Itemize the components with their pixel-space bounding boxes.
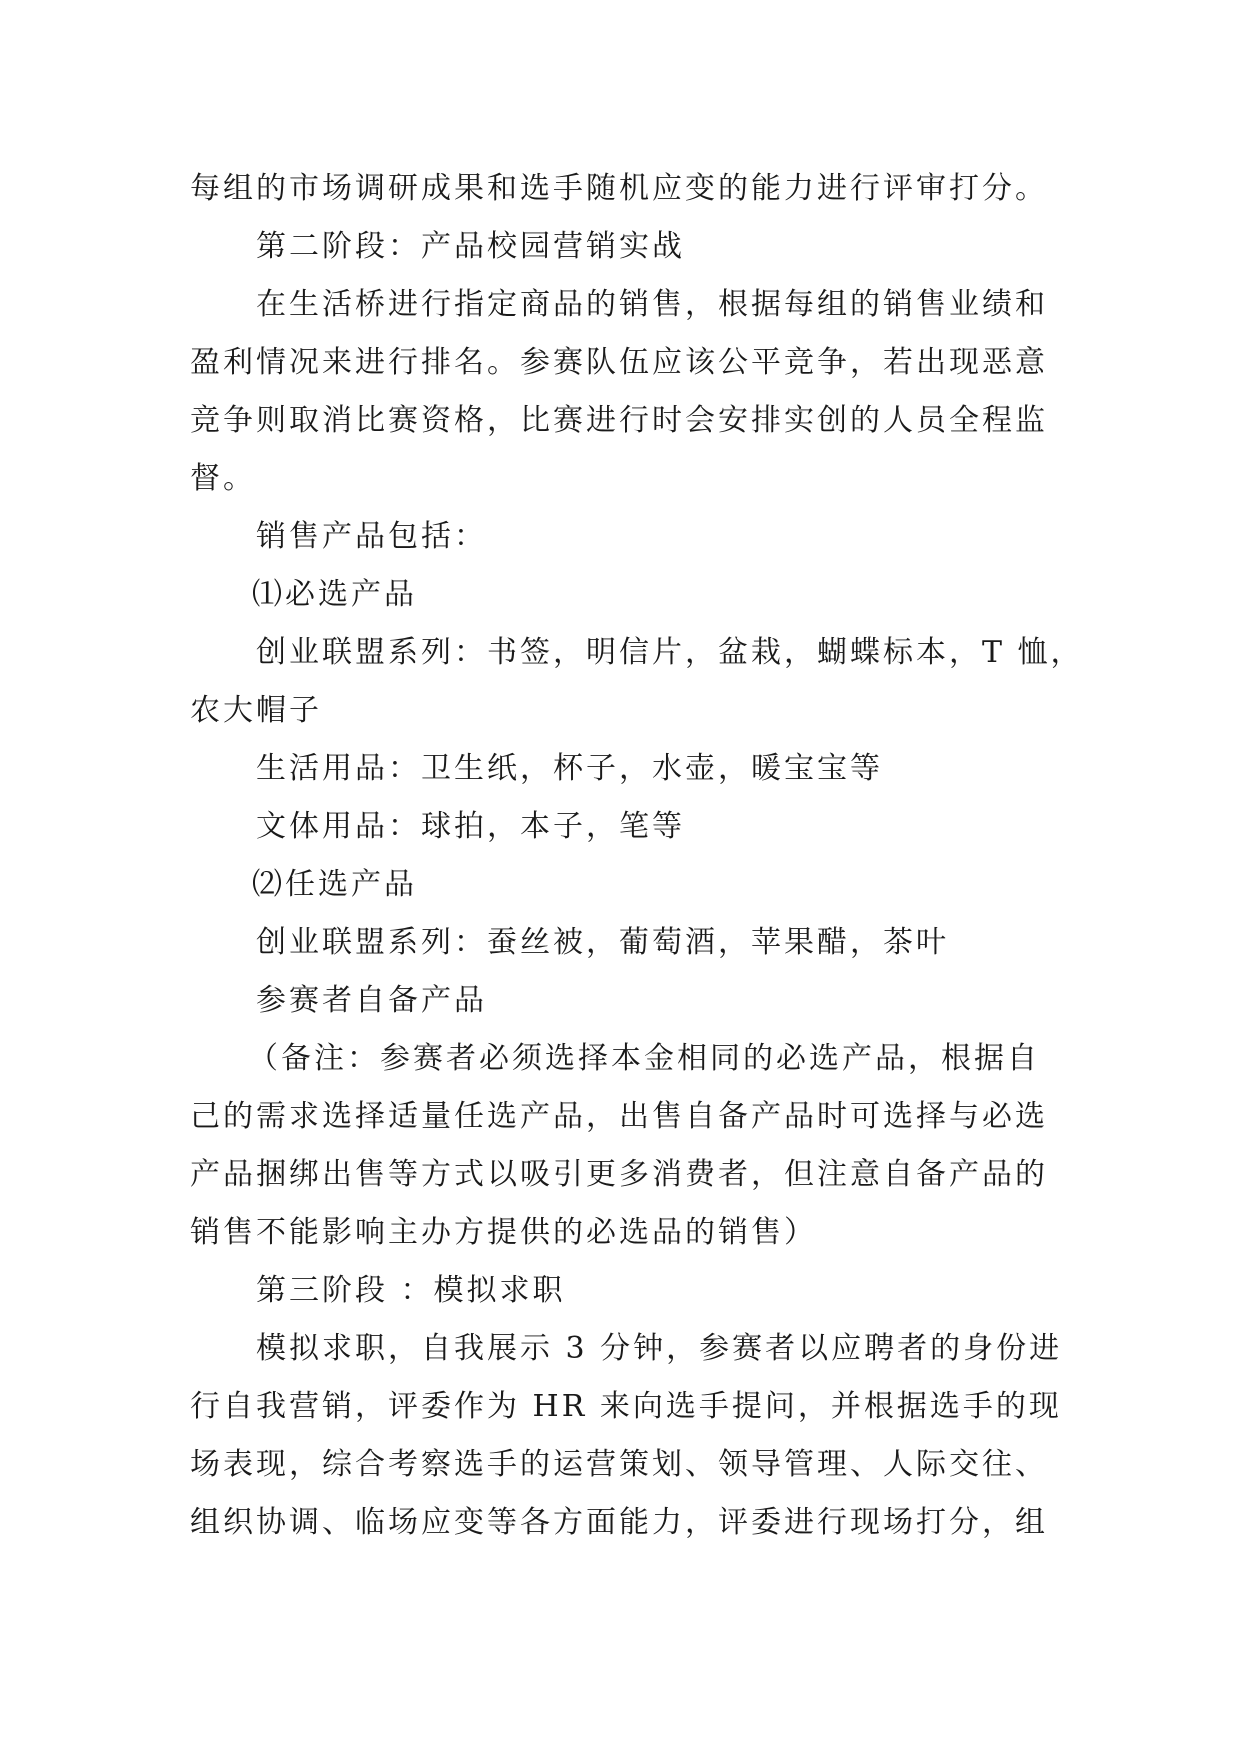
text-line: 每组的市场调研成果和选手随机应变的能力进行评审打分。	[190, 171, 1048, 206]
text-line: 农大帽子	[190, 693, 322, 728]
list-heading: ⑴必选产品	[252, 577, 417, 612]
text-line: 督。	[190, 461, 256, 496]
text-line: 模拟求职，自我展示 3 分钟，参赛者以应聘者的身份进	[256, 1331, 1063, 1366]
list-heading: ⑵任选产品	[252, 867, 417, 902]
text-line: 组织协调、临场应变等各方面能力，评委进行现场打分，组	[190, 1505, 1048, 1540]
text-line: 行自我营销，评委作为 HR 来向选手提问，并根据选手的现	[190, 1389, 1062, 1424]
text-line: 创业联盟系列：书签，明信片，盆栽，蝴蝶标本，T 恤，	[256, 635, 1084, 670]
text-line: 销售产品包括：	[256, 519, 487, 554]
text-line: 生活用品：卫生纸，杯子，水壶，暖宝宝等	[256, 751, 883, 786]
text-line: 在生活桥进行指定商品的销售，根据每组的销售业绩和	[256, 287, 1048, 322]
text-line: 参赛者自备产品	[256, 983, 487, 1018]
section-heading: 第二阶段：产品校园营销实战	[256, 229, 685, 264]
section-heading: 第三阶段 ：模拟求职	[256, 1273, 566, 1308]
text-line: 盈利情况来进行排名。参赛队伍应该公平竞争，若出现恶意	[190, 345, 1048, 380]
note-line: 产品捆绑出售等方式以吸引更多消费者，但注意自备产品的	[190, 1157, 1048, 1192]
text-line: 竞争则取消比赛资格，比赛进行时会安排实创的人员全程监	[190, 403, 1048, 438]
text-line: 创业联盟系列：蚕丝被，葡萄酒，苹果醋，茶叶	[256, 925, 949, 960]
text-line: 场表现，综合考察选手的运营策划、领导管理、人际交往、	[190, 1447, 1048, 1482]
document-page	[190, 160, 1084, 1552]
note-line: 销售不能影响主办方提供的必选品的销售）	[190, 1215, 817, 1250]
text-line: 文体用品：球拍，本子，笔等	[256, 809, 685, 844]
note-line: （备注：参赛者必须选择本金相同的必选产品，根据自	[248, 1041, 1040, 1076]
note-line: 己的需求选择适量任选产品，出售自备产品时可选择与必选	[190, 1099, 1048, 1134]
